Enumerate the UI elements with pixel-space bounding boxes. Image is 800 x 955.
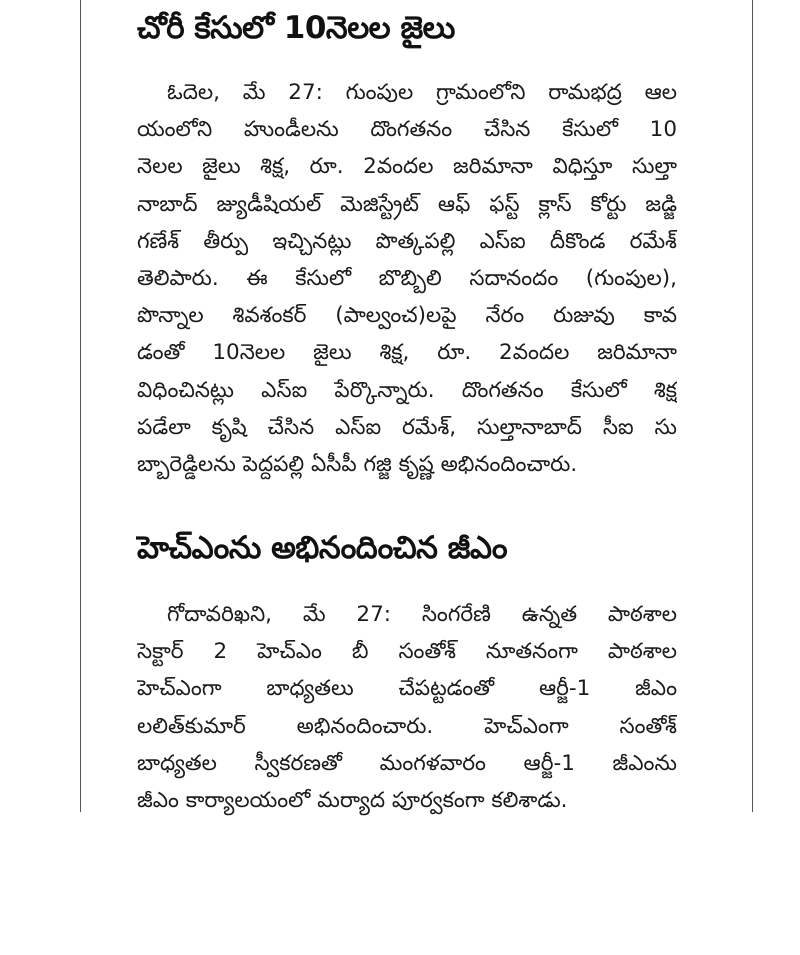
- article-line: పొన్నాల శివశంకర్ (పాల్వంచ)లపై నేరం రుజువు కావ: [137, 303, 677, 329]
- article-line: తెలిపారు. ఈ కేసులో బొబ్బిలి సదానందం (గుంపుల),: [137, 266, 677, 292]
- article-line: బ్బారెడ్డిలను పెద్దపల్లి ఏసీపీ గజ్జి కృష్ణ అభినందించారు.: [137, 452, 578, 478]
- article-line: హెచ్ఎంగా బాధ్యతలు చేపట్టడంతో ఆర్జీ-1 జీఎం: [137, 676, 677, 702]
- article-line: ఓదెల, మే 27: గుంపుల గ్రామంలోని రామభద్ర ఆల: [167, 80, 677, 105]
- article-line: లలిత్‌కుమార్ అభినందించారు. హెచ్ఎంగా సంతోశ్: [137, 713, 677, 739]
- article-headline: హెచ్ఎంను అభినందించిన జీఎం: [137, 530, 508, 566]
- column-rule-left: [80, 0, 81, 812]
- article-line: నాబాద్ జ్యుడీషియల్ మెజిస్ట్రేట్ ఆఫ్ ఫస్ట్ క్లాస్ కోర్టు జడ్జి: [137, 191, 677, 217]
- article-body: [137, 596, 677, 819]
- article-hm-congratulated: [137, 528, 677, 819]
- article-line: సెక్టార్ 2 హెచ్ఎం బీ సంతోశ్ నూతనంగా పాఠశాల: [137, 639, 677, 665]
- article-line: విధించినట్లు ఎస్ఐ పేర్కొన్నారు. దొంగతనం కేసులో శిక్ష: [137, 377, 677, 403]
- article-line: జీఎం కార్యాలయంలో మర్యాద పూర్వకంగా కలిశాడు.: [137, 788, 568, 814]
- article-line: యంలోని హుండీలను దొంగతనం చేసిన కేసులో 10: [137, 117, 677, 143]
- article-theft-case: [137, 8, 677, 483]
- article-line: నెలల జైలు శిక్ష, రూ. 2వందల జరిమానా విధిస్తూ సుల్తా: [137, 154, 677, 180]
- article-line: గోదావరిఖని, మే 27: సింగరేణి ఉన్నత పాఠశాల: [167, 602, 677, 627]
- article-line: గణేశ్ తీర్పు ఇచ్చినట్లు పొత్కపల్లి ఎస్ఐ దీకొండ రమేశ్: [137, 228, 677, 254]
- column-rule-right: [752, 0, 753, 812]
- article-headline: చోరీ కేసులో 10నెలల జైలు: [137, 10, 455, 46]
- article-body: [137, 74, 677, 483]
- article-line: పడేలా కృషి చేసిన ఎస్ఐ రమేశ్, సుల్తానాబాద్ సీఐ సు: [137, 414, 677, 440]
- article-line: డంతో 10నెలల జైలు శిక్ష, రూ. 2వందల జరిమానా: [137, 340, 677, 366]
- article-line: బాధ్యతల స్వీకరణతో మంగళవారం ఆర్జీ-1 జీఎంను: [137, 750, 677, 776]
